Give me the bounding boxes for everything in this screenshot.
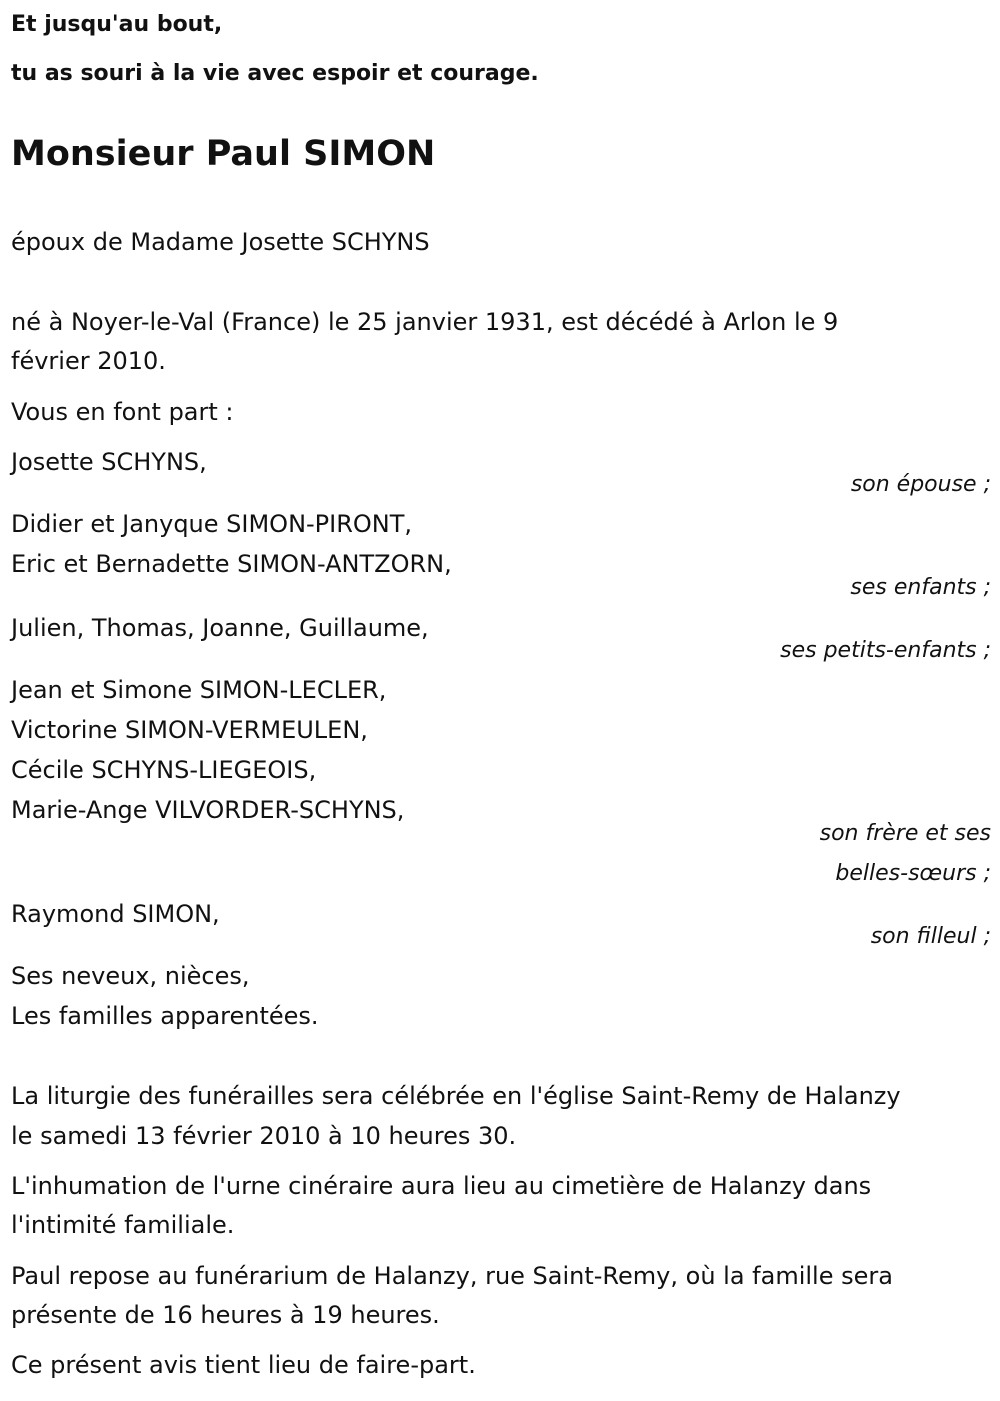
- liturgy-line-1: La liturgie des funérailles sera célébrée en l'église Saint-Remy de Halanzy: [11, 1082, 901, 1110]
- godson-role: son filleul ;: [870, 924, 991, 949]
- epigraph-line-1: Et jusqu'au bout,: [11, 12, 223, 37]
- announcement: Vous en font part :: [11, 398, 234, 426]
- burial-line-2: l'intimité familiale.: [11, 1211, 235, 1239]
- grandchildren-role: ses petits-enfants ;: [780, 638, 991, 663]
- other-relatives: Ses neveux, nièces,: [11, 962, 250, 990]
- child-name: Eric et Bernadette SIMON-ANTZORN,: [11, 550, 452, 578]
- rest-line-2: présente de 16 heures à 19 heures.: [11, 1301, 440, 1329]
- sibling-name: Marie-Ange VILVORDER-SCHYNS,: [11, 796, 405, 824]
- burial-line-1: L'inhumation de l'urne cinéraire aura lieu au cimetière de Halanzy dans: [11, 1172, 872, 1200]
- notice-line: Ce présent avis tient lieu de faire-part.: [11, 1351, 476, 1379]
- child-name: Didier et Janyque SIMON-PIRONT,: [11, 510, 413, 538]
- children-role: ses enfants ;: [850, 575, 991, 600]
- spouse-line: époux de Madame Josette SCHYNS: [11, 228, 430, 256]
- wife-name: Josette SCHYNS,: [11, 448, 207, 476]
- siblings-role-line-2: belles-sœurs ;: [835, 861, 991, 886]
- birth-death-line-1: né à Noyer-le-Val (France) le 25 janvier 1931, est décédé à Arlon le 9: [11, 308, 839, 336]
- other-relatives: Les familles apparentées.: [11, 1002, 319, 1030]
- sibling-name: Jean et Simone SIMON-LECLER,: [11, 676, 387, 704]
- siblings-role-line-1: son frère et ses: [819, 821, 991, 846]
- godson-name: Raymond SIMON,: [11, 900, 220, 928]
- sibling-name: Cécile SCHYNS-LIEGEOIS,: [11, 756, 317, 784]
- wife-role: son épouse ;: [850, 472, 991, 497]
- liturgy-line-2: le samedi 13 février 2010 à 10 heures 30.: [11, 1122, 517, 1150]
- sibling-name: Victorine SIMON-VERMEULEN,: [11, 716, 368, 744]
- birth-death-line-2: février 2010.: [11, 347, 166, 375]
- epigraph-line-2: tu as souri à la vie avec espoir et courage.: [11, 61, 539, 86]
- deceased-name: Monsieur Paul SIMON: [11, 134, 436, 174]
- grandchildren-names: Julien, Thomas, Joanne, Guillaume,: [11, 614, 429, 642]
- rest-line-1: Paul repose au funérarium de Halanzy, rue Saint-Remy, où la famille sera: [11, 1262, 893, 1290]
